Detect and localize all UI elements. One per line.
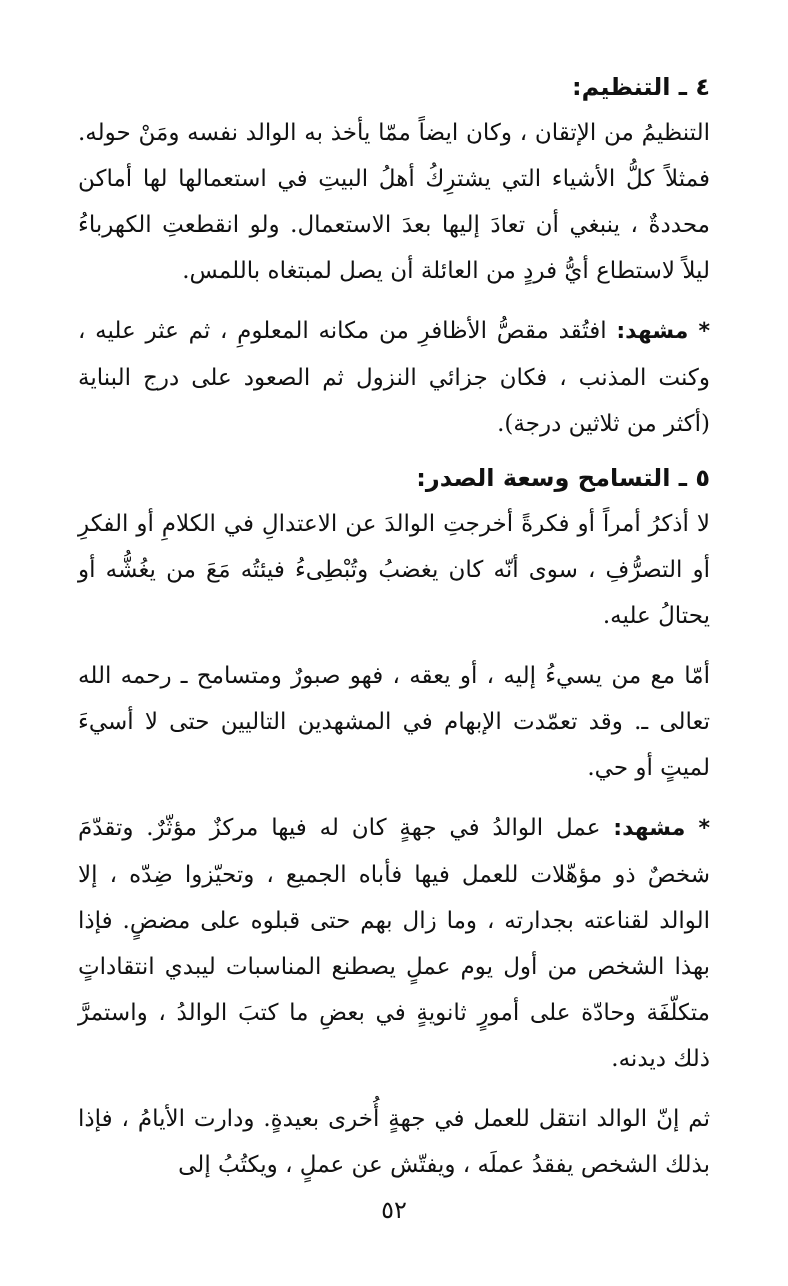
paragraph-organization: التنظيمُ من الإتقان ، وكان ايضاً ممّا يأخذ به الوالد نفسه ومَنْ حوله. فمثلاً كلُّ الأشياء التي يشترِكُ أهلُ البيتِ في استعمالها لها أماكن محددةٌ ، ينبغي أن تعادَ إليها بعدَ الاستعمال. ولو انقطعتِ الكهرباءُ ليلاً لاستطاع أيُّ فردٍ من العائلة أن يصل لمبتغاه باللمس. [78, 120, 710, 284]
paragraph-scene-work [78, 805, 710, 1082]
scene-text: افتُقد مقصُّ الأظافرِ من مكانه المعلومِ ، ثم عثر عليه ، وكنت المذنب ، فكان جزائي النزول ثم الصعود على درج البناية (أكثر من ثلاثين درجة). [78, 318, 710, 437]
paragraph-tolerance-1: لا أذكرُ أمراً أو فكرةً أخرجتِ الوالدَ عن الاعتدالِ في الكلامِ أو الفكرِ أو التصرُّفِ ، سوى أنّه كان يغضبُ وتُبْطِىءُ فيئتُه مَعَ من يغُشُّه أو يحتالُ عليه. [78, 511, 710, 629]
section-heading-organization: ٤ ـ التنظيم: [572, 73, 710, 101]
scene-text: عمل الوالدُ في جهةٍ كان له فيها مركزٌ مؤثّرٌ. وتقدّمَ شخصٌ ذو مؤهّلات للعمل فيها فأباه الجميع ، وتحيّزوا ضِدّه ، إلا الوالد لقناعته بجدارته ، وما زال بهم حتى قبلوه على مضضٍ. فإذا بهذا الشخص من أول يوم عملٍ يصطنع المناسبات ليبدي انتقاداتٍ متكلّفَة وحادّة على أمورٍ ثانويةٍ في بعضِ ما كتبَ الوالدُ ، واستمرَّ ذلك ديدنه. [78, 815, 710, 1072]
section-heading-tolerance: ٥ ـ التسامح وسعة الصدر: [416, 464, 710, 492]
paragraph-scene-nail-clipper [78, 308, 710, 447]
paragraph-tolerance-3: ثم إنّ الوالد انتقل للعمل في جهةٍ أُخرى بعيدةٍ. ودارت الأيامُ ، فإذا بذلك الشخص يفقدُ عملَه ، ويفتّش عن عملٍ ، ويكتُبُ إلى [78, 1106, 710, 1178]
page-number: ٥٢ [381, 1196, 407, 1224]
scene-label: * مشهد: [616, 319, 710, 344]
document-page [78, 70, 710, 1202]
scene-label: * مشهد: [613, 816, 711, 841]
paragraph-tolerance-2: أمّا مع من يسيءُ إليه ، أو يعقه ، فهو صبورٌ ومتسامح ـ رحمه الله تعالى ـ. وقد تعمّدت الإبهام في المشهدين التاليين حتى لا أسيءَ لميتٍ أو حي. [78, 663, 710, 781]
